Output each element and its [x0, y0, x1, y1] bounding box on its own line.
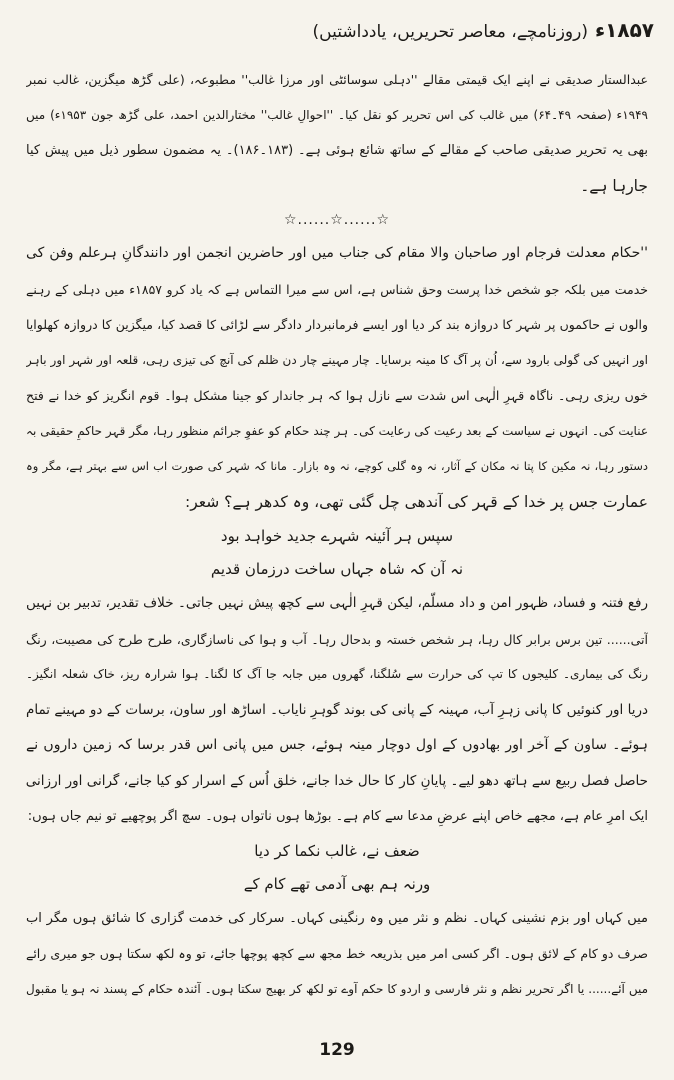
running-header	[20, 18, 654, 48]
star-separator: ☆......☆......☆	[283, 212, 391, 228]
letter-line: عنایت کی۔ انہوں نے سیاست کے بعد رعیت کی رعایت کی۔ ہر چند حکام کو عفوِ جرائم منظور رہا، مگر قہر حاکمِ حقیقی بہ	[26, 423, 648, 438]
letter-line: والوں نے حاکموں پر شہر کا دروازہ بند کر دیا اور ایسے فرمانبردار دادگر سے لڑائی کا قصد کیا، میگزین کا دروازہ کھلوایا	[26, 317, 648, 332]
letter-line: ''حکام معدلت فرجام اور صاحبان والا مقام کی جناب میں اور حاضرین انجمن اور دانندگانِ ہرعلم وفن کی	[26, 245, 648, 261]
body-line: رفع فتنہ و فساد، ظہور امن و داد مسلّم، لیکن قہرِ الٰہی سے کچھ پیش نہیں جاتی۔ خلاف تقدیر، تدبیر بن نہیں	[26, 595, 648, 611]
persian-verse-line: سپس ہر آئینہ شہرے جدید خواہد بود	[220, 527, 454, 545]
letter-line: عمارت جس پر خدا کے قہر کی آندھی چل گئی تھی، وہ کدھر ہے؟ شعر:	[185, 492, 648, 511]
header-subtitle: (روزنامچے، معاصر تحریریں، یادداشتیں)	[312, 22, 588, 42]
intro-line: جارہا ہے۔	[580, 176, 648, 195]
letter-line: خوں ریزی رہی۔ ناگاہ قہرِ الٰہی اس شدت سے نازل ہوا کہ ہر جاندار کو جینا مشکل ہوا۔ قوم انگریز کو خدا نے فتح	[26, 388, 648, 403]
letter-line: اور انہیں کی گولی بارود سے، اُن پر آگ کا مینہ برسایا۔ چار مہینے چار دن ظلم کی آنچ کی تیزی رہی، قلعہ اور شہر اور باہر	[26, 352, 648, 367]
intro-line: بھی یہ تحریر صدیقی صاحب کے مقالے کے ساتھ شائع ہوئی ہے۔ (۱۸۳۔۱۸۶)۔ یہ مضمون سطور ذیل میں پیش کیا	[26, 143, 648, 158]
letter-line: خدمت میں بلکہ جو شخص خدا پرست وحق شناس ہے، اس سے میرا التماس ہے کہ یاد کرو ۱۸۵۷ء میں دہلی کے رہنے	[26, 281, 648, 297]
page-number: 129	[319, 1040, 355, 1060]
intro-line: ۱۹۴۹ء (صفحہ ۴۹۔۶۴) میں غالب کی اس تحریر کو نقل کیا۔ ''احوالِ غالب'' مختارالدین احمد، علی گڑھ جون ۱۹۵۳ء) میں	[26, 107, 648, 122]
persian-verse-line: نہ آن کہ شاہ جہاں ساخت درزمان قدیم	[210, 560, 464, 578]
body-line: ایک امرِ عام ہے، مجھے خاص اپنے عرضِ مدعا سے کام ہے۔ بوڑھا ہوں ناتواں ہوں۔ سچ اگر پوچھیے تو نیم جاں ہوں:	[27, 809, 648, 824]
letter-line: دستور رہا، نہ مکین کا پتا نہ مکان کے آثار، نہ وہ گلی کوچے، نہ وہ بازار۔ مانا کہ شہر کی صورت اب اس سے بہتر ہے، مگر وہ	[26, 459, 648, 473]
header-title: ۱۸۵۷ء	[594, 18, 654, 42]
closing-line: میں کہاں اور بزم نشینی کہاں۔ نظم و نثر میں وہ رنگینی کہاں۔ سرکار کی خدمت گزاری کا شائق ہوں مگر اب	[26, 910, 648, 926]
body-text	[26, 62, 648, 1007]
body-line: ہوئے۔ ساون کے آخر اور بھادوں کے اول دوچار مینہ ہوئے، جس میں پانی اس قدر برسا کہ زمین داروں نے	[26, 737, 648, 753]
closing-line: میں آئے...... یا اگر تحریر نظم و نثر فارسی و اردو کا حکم آوے تو لکھ کر بھیج سکتا ہوں۔ آئندہ حکام کے پسند نہ ہو یا مقبول	[26, 981, 648, 996]
urdu-verse-line: ضعف نے، غالب نکما کر دیا	[254, 841, 420, 860]
urdu-verse-line: ورنہ ہم بھی آدمی تھے کام کے	[243, 874, 431, 893]
body-line: رنگ کی بیماری۔ کلیجوں کا تپ کی حرارت سے سُلگنا، گھروں میں جابہ جا آگ کا لگنا۔ ہوا شرارہ ریز، خاک شعلہ انگیز۔	[26, 667, 648, 681]
closing-line: صرف دو کام کے لائق ہوں۔ اگر کسی امر میں بذریعہ خط مجھ سے کچھ پوچھا جائے، تو وہ لکھ سکتا ہوں جو میری رائے	[26, 946, 648, 961]
body-line: آتی...... تین برس برابر کال رہا، ہر شخص خستہ و بدحال رہا۔ آب و ہوا کی ناسازگاری، طرح طرح کی مصیبت، رنگ	[26, 631, 648, 647]
body-line: حاصل فصل ربیع سے ہاتھ دھو لیے۔ پایانِ کار کا حال خدا جانے، خلق اُس کے اسرار کو کیا جانے، گرانی اور ارزانی	[26, 772, 648, 789]
intro-line: عبدالستار صدیقی نے اپنے ایک قیمتی مقالے ''دہلی سوسائٹی اور مرزا غالب'' مطبوعہ، (علی گڑھ میگزین، غالب نمبر	[26, 72, 648, 87]
body-line: دریا اور کنوئیں کا پانی زہرِ آب، مہینہ کے پانی کی بوند گوہرِ نایاب۔ اساڑھ اور ساون، برسات کے دو مہینے تمام	[26, 701, 648, 718]
